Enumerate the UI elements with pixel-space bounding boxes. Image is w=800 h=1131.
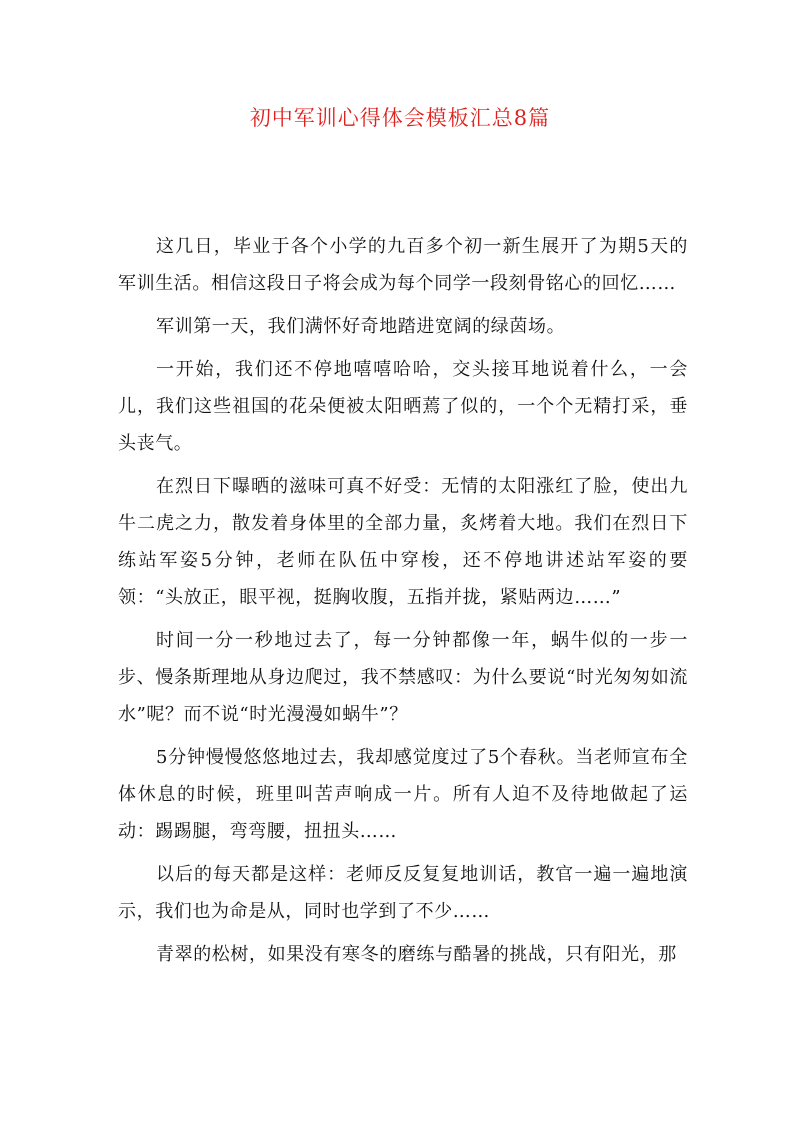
paragraph-5: 时间一分一秒地过去了，每一分钟都像一年，蜗牛似的一步一步、慢条斯理地从身边爬过，我不禁感叹：为什么要说“时光匆匆如流水”呢？而不说“时光漫漫如蜗牛”？ [118, 630, 688, 725]
document-title: 初中军训心得体会模板汇总8篇 [249, 106, 551, 130]
paragraph-6: 5分钟慢慢悠悠地过去，我却感觉度过了5个春秋。当老师宣布全体休息的时候，班里叫苦声响成一片。所有人迫不及待地做起了运动：踢踢腿，弯弯腰，扭扭头…… [118, 747, 688, 842]
paragraph-7: 以后的每天都是这样：老师反反复复地训话，教官一遍一遍地演示，我们也为命是从，同时也学到了不少…… [118, 864, 688, 922]
paragraph-3: 一开始，我们还不停地嘻嘻哈哈，交头接耳地说着什么，一会儿，我们这些祖国的花朵便被太阳晒蔫了似的，一个个无精打采，垂头丧气。 [118, 359, 688, 454]
paragraph-8: 青翠的松树，如果没有寒冬的磨练与酷暑的挑战，只有阳光，那 [156, 944, 677, 965]
paragraph-4: 在烈日下曝晒的滋味可真不好受：无情的太阳涨红了脸，使出九牛二虎之力，散发着身体里的全部力量，炙烤着大地。我们在烈日下练站军姿5分钟，老师在队伍中穿梭，还不停地讲述站军姿的要领：“头放正，眼平视，挺胸收腹，五指并拢，紧贴两边……” [118, 476, 688, 608]
document-body [118, 228, 688, 979]
paragraph-2: 军训第一天，我们满怀好奇地踏进宽阔的绿茵场。 [156, 316, 566, 337]
paragraph-1: 这几日，毕业于各个小学的九百多个初一新生展开了为期5天的军训生活。相信这段日子将会成为每个同学一段刻骨铭心的回忆…… [118, 236, 688, 294]
